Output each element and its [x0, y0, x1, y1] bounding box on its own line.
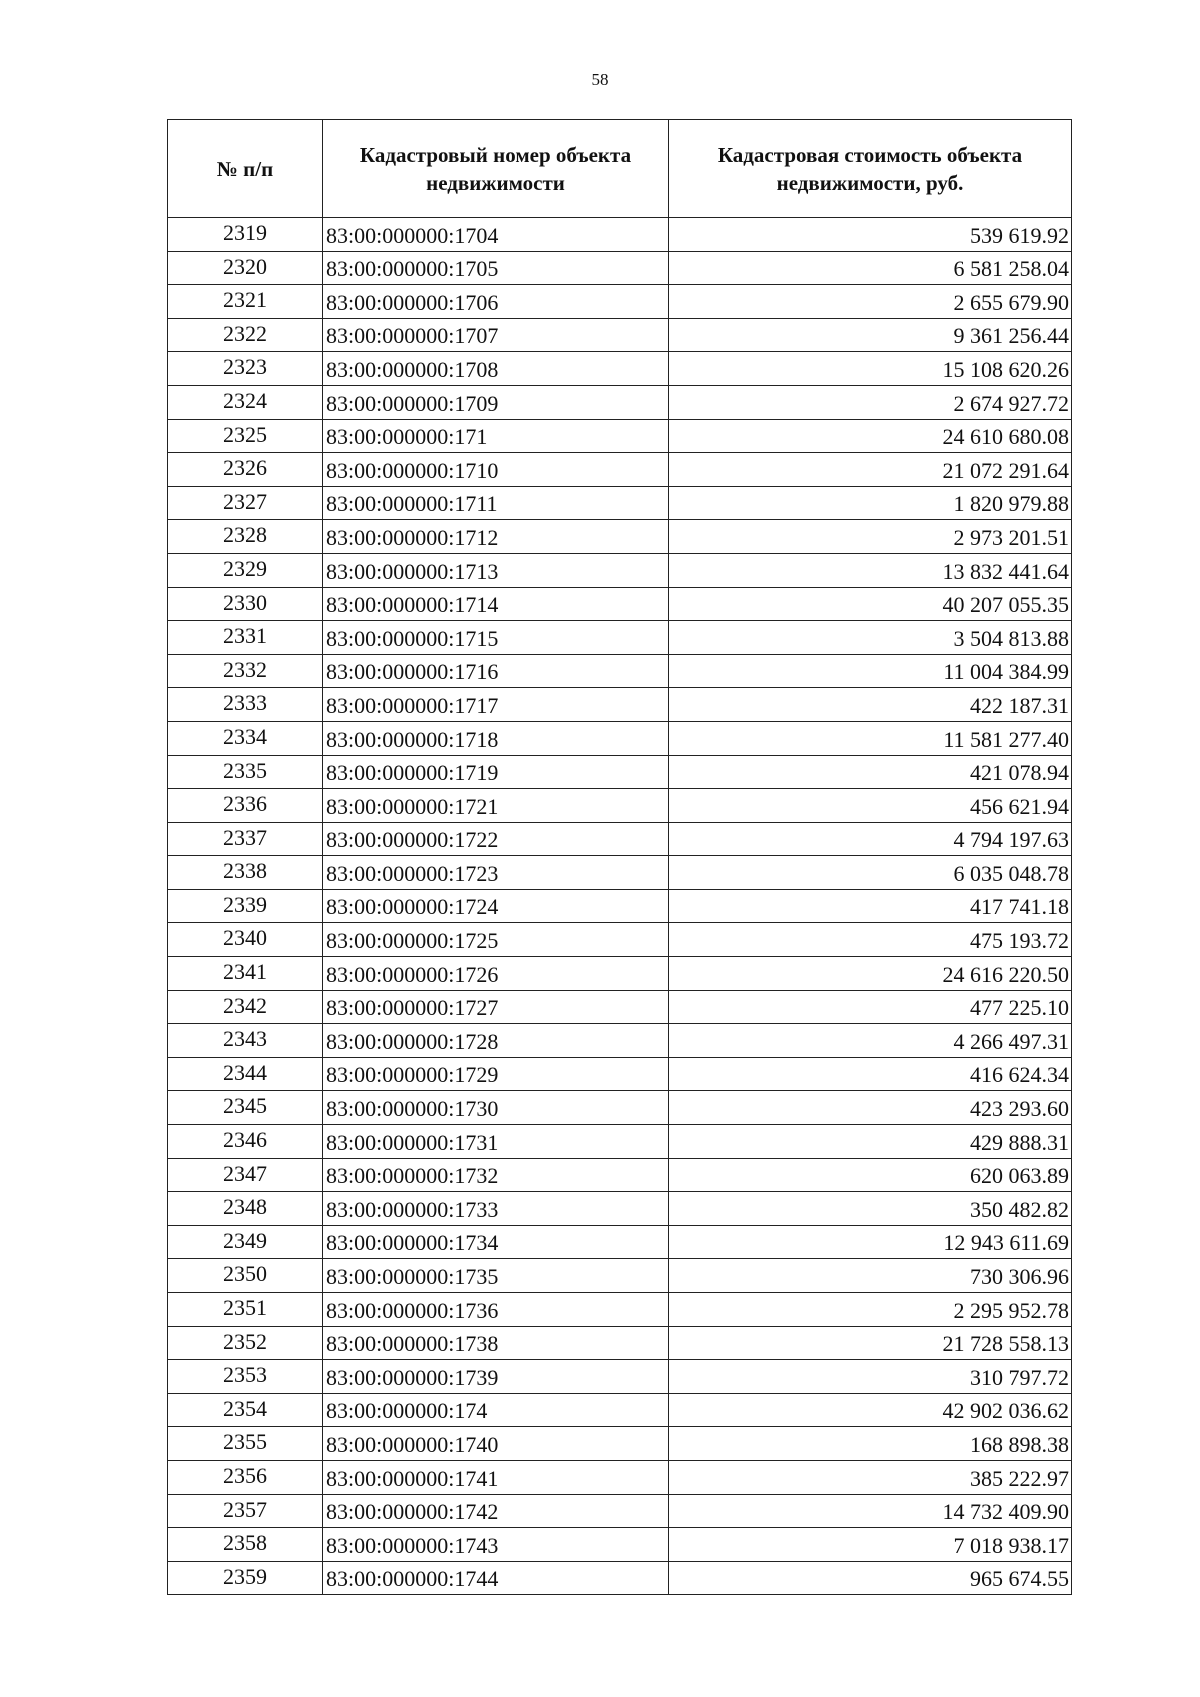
table-row [168, 957, 1072, 991]
cadastral-value-cell: 11 581 277.40 [669, 721, 1072, 755]
row-number-cell: 2327 [168, 486, 323, 520]
table-row [168, 1024, 1072, 1058]
row-number-cell: 2328 [168, 520, 323, 554]
cadastral-number-cell: 83:00:000000:1705 [323, 251, 669, 285]
cadastral-number-cell: 83:00:000000:1717 [323, 688, 669, 722]
cadastral-value-cell: 423 293.60 [669, 1091, 1072, 1125]
cadastral-value-table [167, 119, 1072, 1595]
table-row [168, 285, 1072, 319]
row-number-cell: 2339 [168, 889, 323, 923]
row-number-cell: 2355 [168, 1427, 323, 1461]
table-row [168, 1158, 1072, 1192]
cadastral-value-cell: 429 888.31 [669, 1125, 1072, 1159]
cadastral-value-cell: 475 193.72 [669, 923, 1072, 957]
table-row [168, 1192, 1072, 1226]
row-number-cell: 2341 [168, 957, 323, 991]
row-number-cell: 2334 [168, 721, 323, 755]
row-number-cell: 2326 [168, 453, 323, 487]
cadastral-number-cell: 83:00:000000:1732 [323, 1158, 669, 1192]
row-number-cell: 2335 [168, 755, 323, 789]
cadastral-number-cell: 83:00:000000:1735 [323, 1259, 669, 1293]
header-row-number: № п/п [168, 120, 323, 218]
cadastral-number-cell: 83:00:000000:1718 [323, 721, 669, 755]
table-row [168, 318, 1072, 352]
table-header-row [168, 120, 1072, 218]
table-row [168, 1293, 1072, 1327]
cadastral-number-cell: 83:00:000000:1711 [323, 486, 669, 520]
row-number-cell: 2330 [168, 587, 323, 621]
table-row [168, 553, 1072, 587]
row-number-cell: 2346 [168, 1125, 323, 1159]
row-number-cell: 2319 [168, 218, 323, 252]
cadastral-number-cell: 83:00:000000:1712 [323, 520, 669, 554]
cadastral-number-cell: 83:00:000000:1739 [323, 1360, 669, 1394]
row-number-cell: 2348 [168, 1192, 323, 1226]
cadastral-number-cell: 83:00:000000:1714 [323, 587, 669, 621]
cadastral-value-cell: 539 619.92 [669, 218, 1072, 252]
table-row [168, 1561, 1072, 1595]
cadastral-value-cell: 477 225.10 [669, 990, 1072, 1024]
row-number-cell: 2325 [168, 419, 323, 453]
cadastral-value-cell: 12 943 611.69 [669, 1225, 1072, 1259]
cadastral-number-cell: 83:00:000000:1738 [323, 1326, 669, 1360]
cadastral-number-cell: 83:00:000000:1726 [323, 957, 669, 991]
cadastral-value-cell: 2 674 927.72 [669, 385, 1072, 419]
table-row [168, 218, 1072, 252]
cadastral-value-cell: 350 482.82 [669, 1192, 1072, 1226]
cadastral-value-cell: 620 063.89 [669, 1158, 1072, 1192]
cadastral-number-cell: 83:00:000000:1721 [323, 789, 669, 823]
table-row [168, 755, 1072, 789]
row-number-cell: 2324 [168, 385, 323, 419]
row-number-cell: 2340 [168, 923, 323, 957]
cadastral-value-cell: 730 306.96 [669, 1259, 1072, 1293]
cadastral-value-cell: 6 581 258.04 [669, 251, 1072, 285]
cadastral-value-cell: 417 741.18 [669, 889, 1072, 923]
row-number-cell: 2329 [168, 553, 323, 587]
cadastral-number-cell: 83:00:000000:1734 [323, 1225, 669, 1259]
cadastral-number-cell: 83:00:000000:1724 [323, 889, 669, 923]
cadastral-number-cell: 83:00:000000:1742 [323, 1494, 669, 1528]
cadastral-number-cell: 83:00:000000:1707 [323, 318, 669, 352]
cadastral-number-cell: 83:00:000000:1725 [323, 923, 669, 957]
cadastral-value-cell: 7 018 938.17 [669, 1528, 1072, 1562]
cadastral-number-cell: 83:00:000000:1708 [323, 352, 669, 386]
cadastral-number-cell: 83:00:000000:1709 [323, 385, 669, 419]
row-number-cell: 2351 [168, 1293, 323, 1327]
cadastral-value-cell: 21 072 291.64 [669, 453, 1072, 487]
cadastral-value-cell: 6 035 048.78 [669, 856, 1072, 890]
cadastral-value-cell: 40 207 055.35 [669, 587, 1072, 621]
table-row [168, 1326, 1072, 1360]
cadastral-number-cell: 83:00:000000:1744 [323, 1561, 669, 1595]
table-row [168, 520, 1072, 554]
row-number-cell: 2347 [168, 1158, 323, 1192]
table-body [168, 218, 1072, 1595]
cadastral-number-cell: 83:00:000000:1716 [323, 654, 669, 688]
table-row [168, 1427, 1072, 1461]
row-number-cell: 2359 [168, 1561, 323, 1595]
cadastral-value-cell: 965 674.55 [669, 1561, 1072, 1595]
cadastral-number-cell: 83:00:000000:1719 [323, 755, 669, 789]
table-row [168, 654, 1072, 688]
row-number-cell: 2333 [168, 688, 323, 722]
table-row [168, 923, 1072, 957]
cadastral-value-cell: 2 655 679.90 [669, 285, 1072, 319]
table-row [168, 856, 1072, 890]
cadastral-value-cell: 14 732 409.90 [669, 1494, 1072, 1528]
cadastral-value-cell: 2 295 952.78 [669, 1293, 1072, 1327]
cadastral-value-cell: 422 187.31 [669, 688, 1072, 722]
row-number-cell: 2352 [168, 1326, 323, 1360]
cadastral-number-cell: 83:00:000000:1723 [323, 856, 669, 890]
cadastral-number-cell: 83:00:000000:1713 [323, 553, 669, 587]
table-row [168, 822, 1072, 856]
cadastral-number-cell: 83:00:000000:1727 [323, 990, 669, 1024]
cadastral-number-cell: 83:00:000000:1715 [323, 621, 669, 655]
cadastral-value-cell: 385 222.97 [669, 1460, 1072, 1494]
page-number: 58 [591, 70, 609, 89]
cadastral-value-cell: 11 004 384.99 [669, 654, 1072, 688]
row-number-cell: 2356 [168, 1460, 323, 1494]
cadastral-value-cell: 168 898.38 [669, 1427, 1072, 1461]
cadastral-value-cell: 1 820 979.88 [669, 486, 1072, 520]
row-number-cell: 2342 [168, 990, 323, 1024]
cadastral-value-cell: 42 902 036.62 [669, 1393, 1072, 1427]
cadastral-number-cell: 83:00:000000:1730 [323, 1091, 669, 1125]
cadastral-number-cell: 83:00:000000:174 [323, 1393, 669, 1427]
row-number-cell: 2338 [168, 856, 323, 890]
table-row [168, 486, 1072, 520]
cadastral-value-cell: 13 832 441.64 [669, 553, 1072, 587]
cadastral-number-cell: 83:00:000000:1704 [323, 218, 669, 252]
cadastral-value-cell: 24 610 680.08 [669, 419, 1072, 453]
cadastral-value-cell: 21 728 558.13 [669, 1326, 1072, 1360]
cadastral-number-cell: 83:00:000000:1743 [323, 1528, 669, 1562]
table-row [168, 1528, 1072, 1562]
table-row [168, 1494, 1072, 1528]
table-row [168, 1393, 1072, 1427]
cadastral-value-cell: 456 621.94 [669, 789, 1072, 823]
row-number-cell: 2343 [168, 1024, 323, 1058]
table-row [168, 1225, 1072, 1259]
table-row [168, 587, 1072, 621]
cadastral-value-cell: 15 108 620.26 [669, 352, 1072, 386]
cadastral-value-cell: 310 797.72 [669, 1360, 1072, 1394]
row-number-cell: 2350 [168, 1259, 323, 1293]
table-row [168, 990, 1072, 1024]
table-row [168, 385, 1072, 419]
row-number-cell: 2344 [168, 1057, 323, 1091]
table-row [168, 1460, 1072, 1494]
row-number-cell: 2354 [168, 1393, 323, 1427]
cadastral-value-cell: 416 624.34 [669, 1057, 1072, 1091]
header-cadastral-number: Кадастровый номер объекта недвижимости [323, 120, 669, 218]
table-row [168, 1057, 1072, 1091]
row-number-cell: 2337 [168, 822, 323, 856]
cadastral-value-cell: 421 078.94 [669, 755, 1072, 789]
table-row [168, 1259, 1072, 1293]
cadastral-number-cell: 83:00:000000:1733 [323, 1192, 669, 1226]
table-row [168, 1091, 1072, 1125]
row-number-cell: 2345 [168, 1091, 323, 1125]
cadastral-value-cell: 24 616 220.50 [669, 957, 1072, 991]
table-row [168, 1125, 1072, 1159]
cadastral-number-cell: 83:00:000000:1731 [323, 1125, 669, 1159]
row-number-cell: 2349 [168, 1225, 323, 1259]
row-number-cell: 2331 [168, 621, 323, 655]
table-row [168, 789, 1072, 823]
table-row [168, 352, 1072, 386]
cadastral-value-cell: 4 794 197.63 [669, 822, 1072, 856]
table-row [168, 621, 1072, 655]
cadastral-number-cell: 83:00:000000:1722 [323, 822, 669, 856]
table-row [168, 419, 1072, 453]
cadastral-value-cell: 2 973 201.51 [669, 520, 1072, 554]
row-number-cell: 2357 [168, 1494, 323, 1528]
row-number-cell: 2336 [168, 789, 323, 823]
table-row [168, 1360, 1072, 1394]
cadastral-number-cell: 83:00:000000:1710 [323, 453, 669, 487]
cadastral-number-cell: 83:00:000000:1729 [323, 1057, 669, 1091]
table-row [168, 721, 1072, 755]
row-number-cell: 2321 [168, 285, 323, 319]
header-cadastral-value: Кадастровая стоимость объекта недвижимости, руб. [669, 120, 1072, 218]
row-number-cell: 2353 [168, 1360, 323, 1394]
row-number-cell: 2320 [168, 251, 323, 285]
row-number-cell: 2322 [168, 318, 323, 352]
cadastral-number-cell: 83:00:000000:1741 [323, 1460, 669, 1494]
table-row [168, 453, 1072, 487]
cadastral-number-cell: 83:00:000000:1736 [323, 1293, 669, 1327]
table-row [168, 251, 1072, 285]
table-row [168, 889, 1072, 923]
cadastral-value-cell: 3 504 813.88 [669, 621, 1072, 655]
row-number-cell: 2323 [168, 352, 323, 386]
cadastral-number-cell: 83:00:000000:171 [323, 419, 669, 453]
table-row [168, 688, 1072, 722]
cadastral-value-cell: 4 266 497.31 [669, 1024, 1072, 1058]
row-number-cell: 2358 [168, 1528, 323, 1562]
row-number-cell: 2332 [168, 654, 323, 688]
cadastral-value-cell: 9 361 256.44 [669, 318, 1072, 352]
cadastral-number-cell: 83:00:000000:1706 [323, 285, 669, 319]
cadastral-number-cell: 83:00:000000:1728 [323, 1024, 669, 1058]
cadastral-number-cell: 83:00:000000:1740 [323, 1427, 669, 1461]
